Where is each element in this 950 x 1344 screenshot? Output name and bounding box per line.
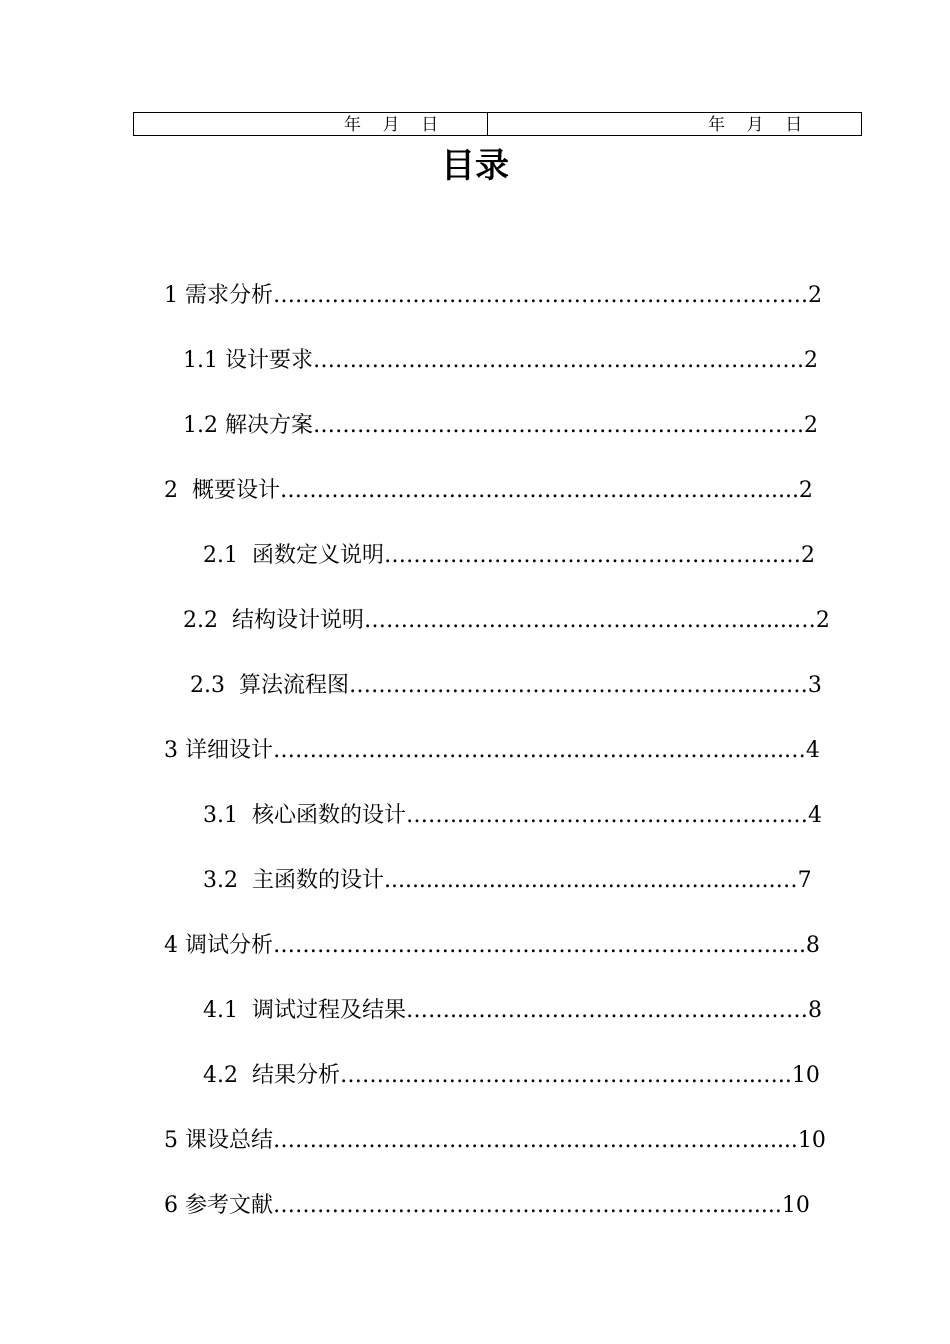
toc-entry[interactable]: 3 详细设计…………………………………..…………………….....…4 — [163, 738, 820, 763]
toc-entry[interactable]: 4 调试分析………………………………..………………………….....8 — [163, 933, 820, 958]
toc-entry[interactable]: 2.3 算法流程图…………………………………………….........…3 — [189, 673, 822, 698]
date-left: 年 月 日 — [344, 115, 439, 135]
signature-date-table — [133, 112, 862, 136]
toc-entry[interactable]: 5 课设总结…………………………………..…………………….......10 — [163, 1128, 826, 1153]
toc-entry[interactable]: 3.1 核心函数的设计……...………………………………….……4 — [202, 803, 822, 828]
toc-entry[interactable]: 2 概要设计………………………………………………………….....2 — [163, 478, 813, 503]
toc-entry[interactable]: 2.1 函数定义说明……………………………………………...…2 — [202, 543, 815, 568]
page-title: 目录 — [441, 146, 509, 186]
toc-entry[interactable]: 2.2 结构设计说明……………………………………………........…2 — [182, 608, 830, 633]
toc-entry[interactable]: 1 需求分析……………………………………………………………….2 — [163, 283, 822, 308]
date-cell-left — [134, 113, 488, 135]
toc-entry[interactable]: 6 参考文献………………………………..…………………...........10 — [163, 1193, 810, 1218]
toc-entry[interactable]: 1.1 设计要求………………………………………………………….2 — [182, 348, 818, 373]
date-right: 年 月 日 — [708, 115, 803, 135]
toc-entry[interactable]: 4.1 调试过程及结果……...………………………………….……8 — [202, 998, 822, 1023]
date-cell-right — [488, 113, 861, 135]
toc-entry[interactable]: 3.2 主函数的设计........................................................…7 — [202, 868, 812, 893]
toc-entry[interactable]: 4.2 结果分析……....………………………………………..…..10 — [202, 1063, 820, 1088]
toc-entry[interactable]: 1.2 解决方案………………………………………………………….2 — [182, 413, 818, 438]
